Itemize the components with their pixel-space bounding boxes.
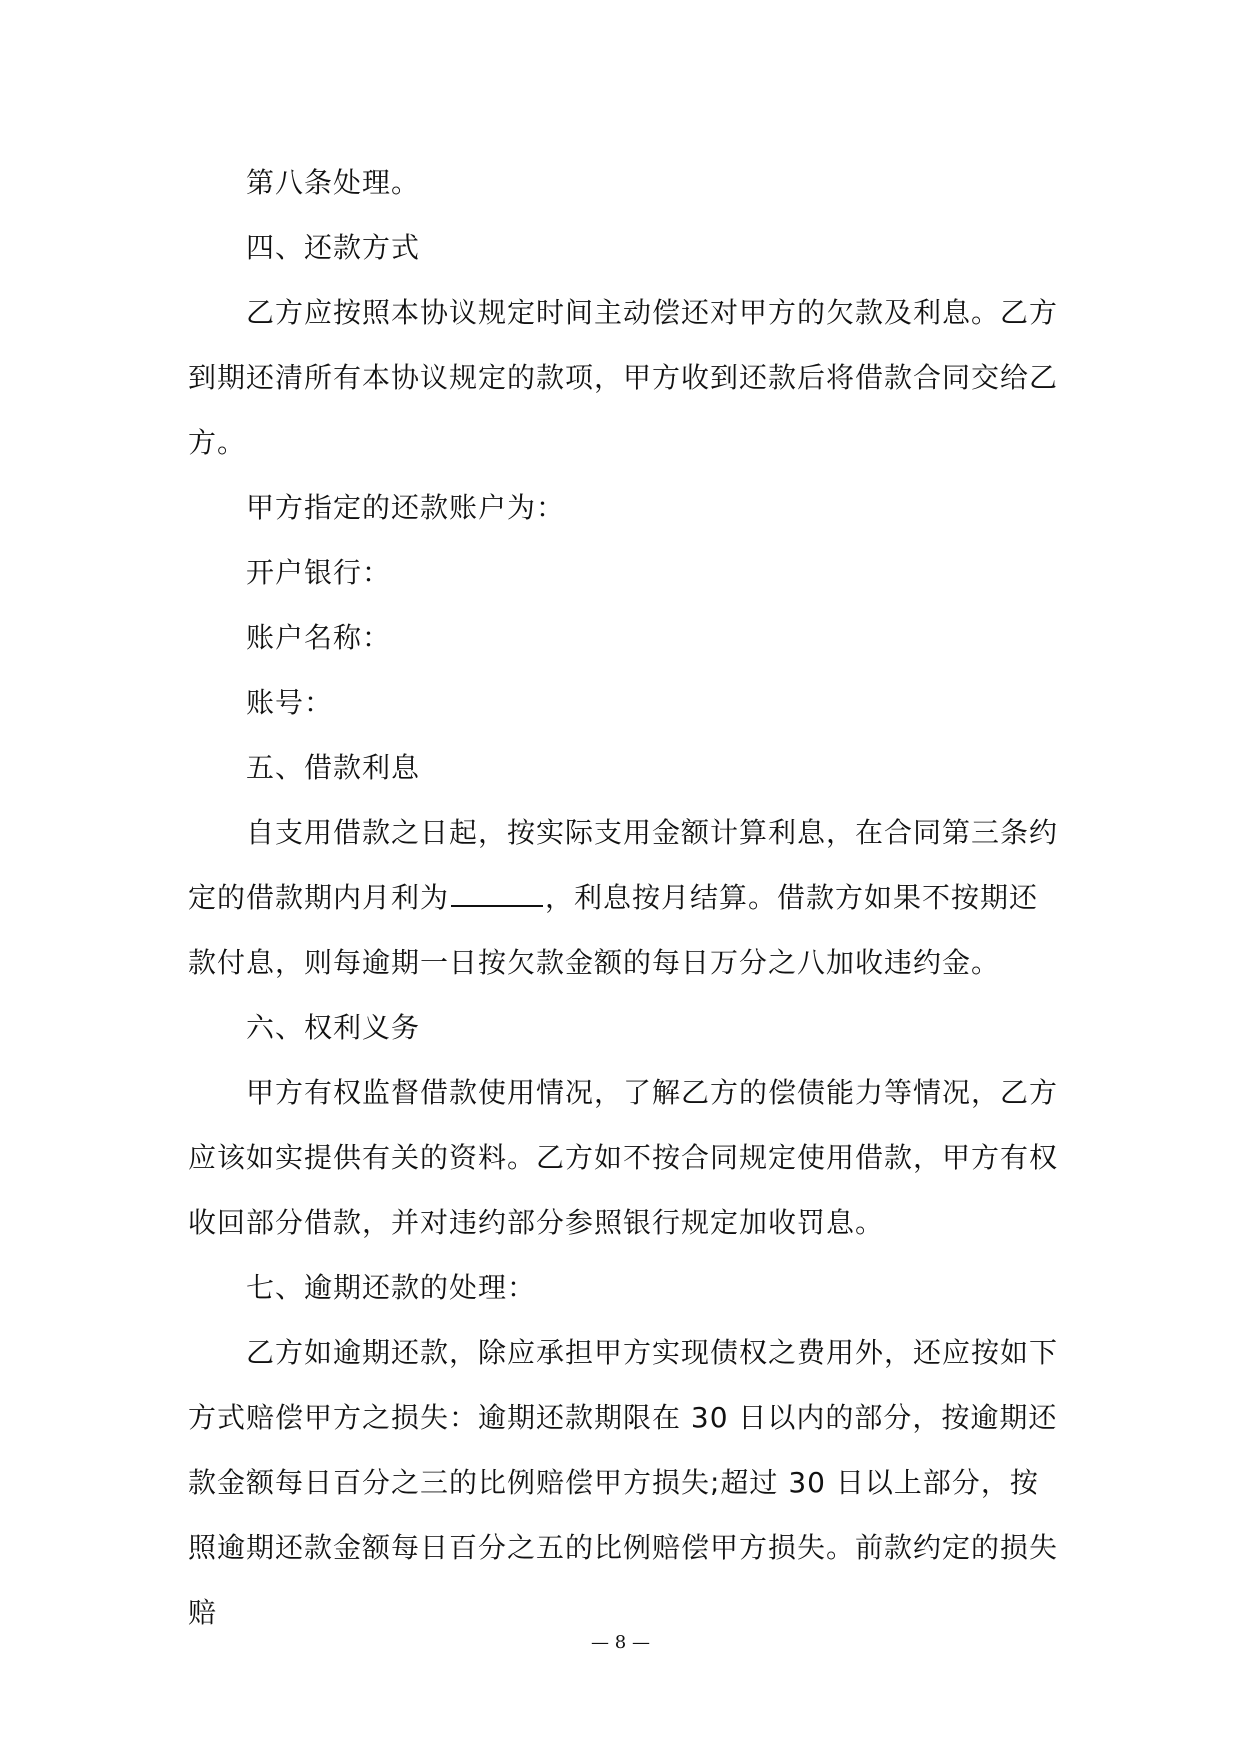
account-number-line: 账号： <box>246 686 334 719</box>
interest-rate-blank <box>451 881 543 907</box>
paragraph: 乙方如逾期还款，除应承担甲方实现债权之费用外，还应按如下方式赔偿甲方之损失：逾期还款期限在 30 日以内的部分，按逾期还款金额每日百分之三的比例赔偿甲方损失;超过 30 日以上部分，按照逾期还款金额每日百分之五的比例赔偿甲方损失。前款约定的损失赔 <box>188 1336 1059 1629</box>
paragraph: 甲方指定的还款账户为： <box>246 491 566 524</box>
interest-paragraph <box>188 800 1058 995</box>
paragraph: 甲方有权监督借款使用情况，了解乙方的偿债能力等情况，乙方应该如实提供有关的资料。乙方如不按合同规定使用借款，甲方有权收回部分借款，并对违约部分参照银行规定加收罚息。 <box>188 1076 1059 1239</box>
interest-text-after: ，利息按月结算。借款方如果不按期还款付息，则每逾期一日按欠款金额的每日万分之八加收违约金。 <box>188 881 1039 979</box>
section-heading-repayment-method: 四、还款方式 <box>246 231 421 264</box>
paragraph: 第八条处理。 <box>246 166 421 199</box>
bank-name-line: 开户银行： <box>246 556 392 589</box>
account-name-line: 账户名称： <box>246 621 392 654</box>
page-number: — 8 — <box>591 1632 650 1653</box>
section-heading-loan-interest: 五、借款利息 <box>246 751 421 784</box>
document-body <box>188 150 1058 1645</box>
section-heading-overdue-handling: 七、逾期还款的处理： <box>246 1271 537 1304</box>
paragraph: 乙方应按照本协议规定时间主动偿还对甲方的欠款及利息。乙方到期还清所有本协议规定的款项，甲方收到还款后将借款合同交给乙方。 <box>188 296 1059 459</box>
section-heading-rights-obligations: 六、权利义务 <box>246 1011 421 1044</box>
interest-text-before: 自支用借款之日起，按实际支用金额计算利息，在合同第三条约定的借款期内月利为 <box>188 816 1059 914</box>
